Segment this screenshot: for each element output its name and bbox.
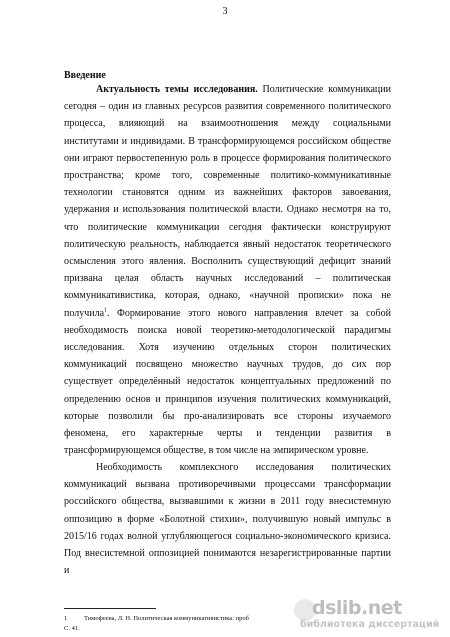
footnote-text: Тимофеева, Л. Н. Политическая коммуникативистика: проб	[84, 615, 249, 622]
paragraph-lead: Актуальность темы исследования.	[96, 84, 258, 95]
watermark-tagline: библиотека диссертаций	[300, 619, 440, 630]
paragraph-text-continued: . Формирование этого нового направления влечет за собой необходимость поиска новой теоретико-методологической парадигмы исследования. Хотя изучению отдельных сторон политических коммуникаций посвящено множество научных трудов, до сих пор существует определённый недостаток концептуальных предложений по определению основ и принципов изучения политических коммуникаций, которые позволили бы про-анализировать все стороны изучаемого феномена, его характерные черты и тенденции развития в трансформирующемся обществе, в том числе на эмпирическом уровне.	[64, 307, 391, 457]
site-watermark	[294, 597, 444, 633]
footnote-continuation: С. 41.	[64, 625, 80, 632]
footnote-separator	[64, 608, 156, 609]
watermark-logo: dslib.net	[312, 597, 402, 619]
paragraph-text: Политические коммуникации сегодня – один из главных ресурсов развития современного политического процесса, влияющий на взаимоотношения между социальными институтами и индивидами. В трансформирующемся российском обществе они играют первостепенную роль в процессе формирования политического пространства; кроме того, современные политико-коммуникативные технологии становятся одним из важнейших факторов завоевания, удержания и использования политической власти. Однако несмотря на то, что политические коммуникации сегодня фактически конструируют политическую реальность, наблюдается явный недостаток теоретического осмысления этого явления. Восполнить существующий дефицит знаний призвана целая область научных исследований – политическая коммуникативистика, которая, однако, «научной прописки» пока не получила	[64, 84, 391, 319]
footnote-reference[interactable]: 1	[104, 307, 108, 314]
paragraph-relevance	[64, 81, 391, 459]
page-number: 3	[222, 6, 228, 17]
footnote-mark: 1	[64, 615, 68, 622]
paragraph-necessity: Необходимость комплексного исследования политических коммуникаций вызвана противоречивыми процессами трансформации российского общества, вызвавшими к жизни в 2011 году внесистемную оппозицию в форме «Болотной стихии», получившую новый импульс в 2015/16 годах волной углубляющегося социально-экономического кризиса. Под внесистемной оппозицией понимаются незарегистрированные партии и	[64, 462, 391, 577]
section-heading: Введение	[64, 70, 106, 81]
